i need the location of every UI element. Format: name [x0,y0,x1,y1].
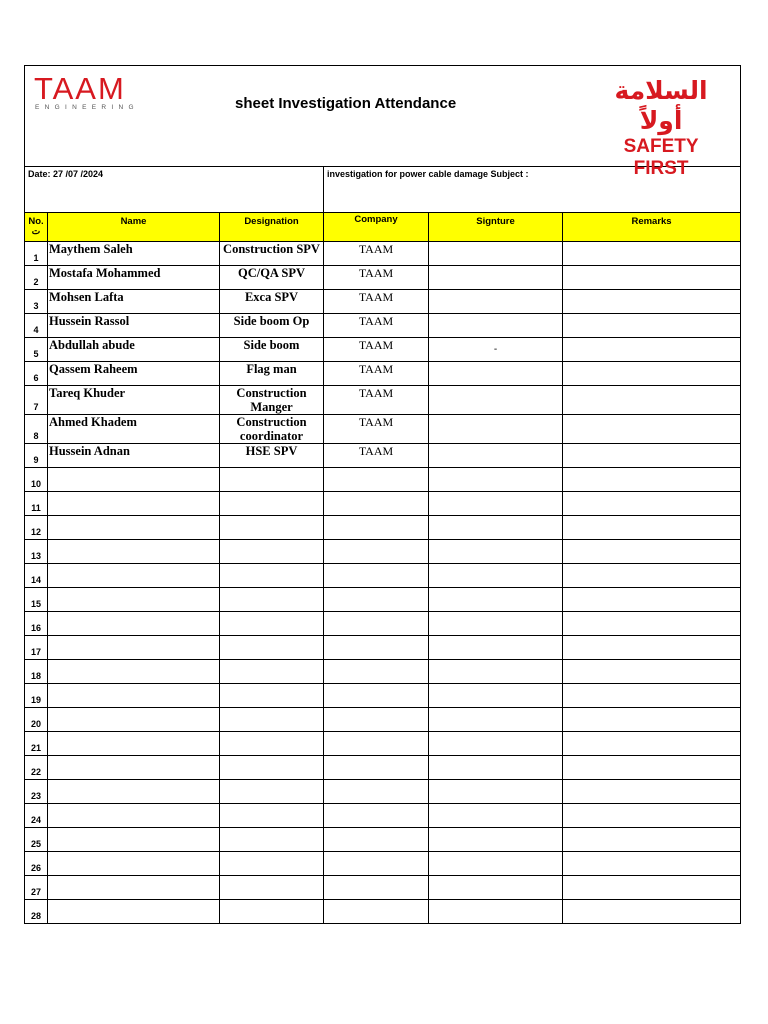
row-number [25,415,48,444]
row-number-text: 8 [33,431,39,441]
row-number [25,756,48,780]
remarks-cell [563,636,741,660]
designation-cell: Flag man [220,362,324,386]
designation-cell [220,636,324,660]
company-cell [324,516,429,540]
signature-cell [429,900,563,924]
table-row [25,415,741,444]
table-row [25,362,741,386]
company-cell: TAAM [324,362,429,386]
name-cell [48,780,220,804]
row-number [25,362,48,386]
name-cell: Mostafa Mohammed [48,266,220,290]
company-cell [324,612,429,636]
company-cell [324,492,429,516]
table-row [25,338,741,362]
table-row [25,780,741,804]
signature-cell [429,386,563,415]
name-cell: Abdullah abude [48,338,220,362]
name-cell: Tareq Khuder [48,386,220,415]
row-number-text: 24 [30,815,41,825]
logo-subtitle: ENGINEERING [35,104,139,111]
table-row [25,708,741,732]
table-row [25,612,741,636]
remarks-cell [563,362,741,386]
company-cell [324,900,429,924]
row-number-text: 6 [33,373,39,383]
row-number-text: 17 [30,647,41,657]
row-number-text: 15 [30,599,41,609]
remarks-cell [563,415,741,444]
company-cell [324,540,429,564]
company-cell: TAAM [324,290,429,314]
designation-cell [220,468,324,492]
remarks-cell [563,468,741,492]
table-row [25,386,741,415]
col-header-name [48,213,220,242]
table-row [25,468,741,492]
table-row [25,900,741,924]
row-number [25,386,48,415]
col-header-remarks [563,213,741,242]
row-number [25,660,48,684]
company-cell: TAAM [324,444,429,468]
name-cell [48,636,220,660]
designation-cell: Construction coordinator [220,415,324,444]
remarks-cell [563,732,741,756]
signature-cell [429,828,563,852]
name-cell: Mohsen Lafta [48,290,220,314]
remarks-cell [563,780,741,804]
row-number-text: 25 [30,839,41,849]
row-number-text: 4 [33,325,39,335]
signature-cell [429,564,563,588]
row-number-text: 23 [30,791,41,801]
table-row [25,732,741,756]
name-cell [48,540,220,564]
name-cell [48,516,220,540]
row-number [25,708,48,732]
company-cell [324,660,429,684]
remarks-cell [563,290,741,314]
remarks-cell [563,828,741,852]
remarks-cell [563,852,741,876]
row-number-text: 9 [33,455,39,465]
signature-cell [429,444,563,468]
designation-cell [220,612,324,636]
table-row [25,660,741,684]
table-row [25,540,741,564]
name-cell [48,876,220,900]
company-cell [324,732,429,756]
designation-cell [220,660,324,684]
row-number [25,900,48,924]
date-text: Date: 27 /07 /2024 [28,169,104,179]
designation-cell: Construction SPV [220,242,324,266]
remarks-cell [563,242,741,266]
table-row [25,242,741,266]
row-number [25,852,48,876]
signature-cell [429,852,563,876]
name-cell [48,612,220,636]
row-number-text: 27 [30,887,41,897]
designation-cell [220,588,324,612]
name-cell: Maythem Saleh [48,242,220,266]
safety-arabic-text: السلامة أولاً [614,76,708,135]
row-number-text: 20 [30,719,41,729]
row-number [25,804,48,828]
name-cell [48,588,220,612]
row-number [25,876,48,900]
company-cell [324,564,429,588]
designation-cell [220,876,324,900]
designation-cell: Side boom Op [220,314,324,338]
signature-cell [429,588,563,612]
company-cell [324,876,429,900]
company-cell: TAAM [324,314,429,338]
row-number [25,828,48,852]
column-header-row [25,213,741,242]
designation-cell: Construction Manger [220,386,324,415]
company-cell [324,852,429,876]
signature-cell [429,314,563,338]
company-cell [324,636,429,660]
table-row [25,314,741,338]
safety-english-text: SAFETY FIRST [623,136,699,179]
signature-cell [429,780,563,804]
signature-cell [429,362,563,386]
row-number [25,468,48,492]
remarks-cell [563,660,741,684]
name-cell [48,492,220,516]
row-number [25,612,48,636]
remarks-cell [563,564,741,588]
attendance-table [24,65,741,924]
row-number [25,444,48,468]
name-cell [48,564,220,588]
col-header-no-arabic: ت [31,226,41,236]
company-cell [324,684,429,708]
company-cell: TAAM [324,266,429,290]
row-number [25,780,48,804]
signature-cell [429,732,563,756]
row-number-text: 13 [30,551,41,561]
designation-cell [220,708,324,732]
designation-cell [220,732,324,756]
name-cell [48,660,220,684]
designation-cell [220,852,324,876]
table-row [25,516,741,540]
col-header-name-label: Name [120,216,147,227]
row-number-text: 21 [30,743,41,753]
table-row [25,876,741,900]
company-cell [324,588,429,612]
designation-cell: HSE SPV [220,444,324,468]
designation-cell [220,564,324,588]
row-number [25,338,48,362]
designation-cell [220,828,324,852]
row-number [25,636,48,660]
name-cell [48,468,220,492]
row-number [25,242,48,266]
remarks-cell [563,492,741,516]
signature-cell [429,540,563,564]
row-number-text: 1 [33,253,39,263]
signature-cell [429,804,563,828]
remarks-cell [563,756,741,780]
attendance-sheet [24,65,740,924]
designation-cell [220,900,324,924]
name-cell: Hussein Rassol [48,314,220,338]
remarks-cell [563,314,741,338]
col-header-no [25,213,48,242]
designation-cell [220,756,324,780]
row-number [25,492,48,516]
row-number-text: 3 [33,301,39,311]
company-cell [324,828,429,852]
remarks-cell [563,588,741,612]
company-cell: TAAM [324,338,429,362]
signature-cell [429,516,563,540]
subject-text: investigation for power cable damage Subject : [327,169,529,179]
row-number [25,564,48,588]
designation-cell [220,516,324,540]
col-header-designation-label: Designation [244,216,299,227]
company-cell [324,468,429,492]
name-cell [48,852,220,876]
table-row [25,828,741,852]
signature-cell [429,876,563,900]
designation-cell [220,540,324,564]
logo-word: TAAM [34,71,126,106]
name-cell [48,732,220,756]
signature-cell: - [429,338,563,362]
signature-cell [429,684,563,708]
designation-cell: Side boom [220,338,324,362]
designation-cell: QC/QA SPV [220,266,324,290]
row-number-text: 10 [30,479,41,489]
sheet-header [25,66,741,167]
remarks-cell [563,266,741,290]
row-number-text: 7 [33,402,39,412]
row-number [25,684,48,708]
designation-cell: Exca SPV [220,290,324,314]
remarks-cell [563,708,741,732]
name-cell: Qassem Raheem [48,362,220,386]
table-row [25,290,741,314]
row-number-text: 18 [30,671,41,681]
safety-first-logo [596,76,726,180]
remarks-cell [563,876,741,900]
designation-cell [220,780,324,804]
row-number-text: 26 [30,863,41,873]
row-number-text: 11 [31,503,41,513]
row-number [25,540,48,564]
name-cell [48,804,220,828]
row-number [25,290,48,314]
signature-cell [429,468,563,492]
table-row [25,636,741,660]
sheet-title: sheet Investigation Attendance [235,95,457,112]
row-number-text: 14 [30,575,41,585]
company-cell: TAAM [324,415,429,444]
company-cell [324,756,429,780]
col-header-designation [220,213,324,242]
row-number [25,266,48,290]
remarks-cell [563,684,741,708]
signature-cell [429,266,563,290]
table-row [25,804,741,828]
row-number [25,732,48,756]
name-cell: Hussein Adnan [48,444,220,468]
company-cell: TAAM [324,386,429,415]
signature-cell [429,660,563,684]
row-number-text: 28 [30,911,41,921]
signature-cell [429,756,563,780]
remarks-cell [563,444,741,468]
row-number [25,516,48,540]
table-row [25,684,741,708]
col-header-remarks-label: Remarks [631,216,672,227]
table-row [25,444,741,468]
table-row [25,266,741,290]
signature-cell [429,636,563,660]
company-cell [324,804,429,828]
row-number-text: 19 [30,695,41,705]
row-number-text: 5 [33,349,39,359]
signature-cell [429,492,563,516]
name-cell [48,900,220,924]
table-row [25,852,741,876]
designation-cell [220,684,324,708]
table-row [25,588,741,612]
row-number-text: 12 [30,527,41,537]
designation-cell [220,492,324,516]
col-header-signature [429,213,563,242]
name-cell [48,756,220,780]
col-header-company [324,213,429,242]
designation-cell [220,804,324,828]
col-header-company-label: Company [354,214,398,225]
name-cell [48,828,220,852]
company-cell [324,708,429,732]
remarks-cell [563,804,741,828]
remarks-cell [563,386,741,415]
signature-cell [429,242,563,266]
table-row [25,492,741,516]
row-number [25,314,48,338]
date-cell [25,167,324,213]
remarks-cell [563,900,741,924]
company-cell: TAAM [324,242,429,266]
signature-cell [429,290,563,314]
taam-logo [34,71,159,112]
remarks-cell [563,338,741,362]
remarks-cell [563,516,741,540]
table-row [25,564,741,588]
remarks-cell [563,612,741,636]
row-number-text: 22 [30,767,41,777]
remarks-cell [563,540,741,564]
company-cell [324,780,429,804]
signature-cell [429,708,563,732]
signature-cell [429,415,563,444]
col-header-signature-label: Signture [476,216,515,227]
name-cell [48,708,220,732]
name-cell: Ahmed Khadem [48,415,220,444]
col-header-no-label: No. [28,216,44,227]
row-number-text: 2 [33,277,39,287]
signature-cell [429,612,563,636]
name-cell [48,684,220,708]
table-row [25,756,741,780]
row-number [25,588,48,612]
row-number-text: 16 [30,623,41,633]
